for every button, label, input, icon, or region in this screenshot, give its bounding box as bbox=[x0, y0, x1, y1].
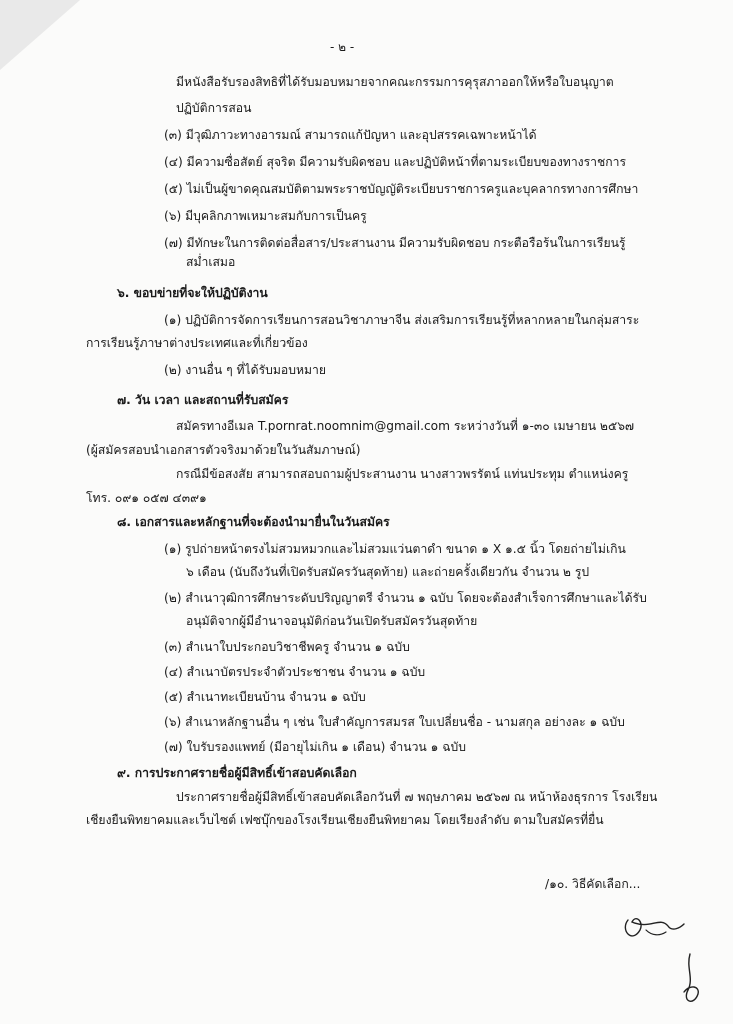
text-line: เชียงยืนพิทยาคมและเว็บไซต์ เฟซบุ๊กของโรงเรียนเชียงยืนพิทยาคม โดยเรียงลำดับ ตามใบสมัครที่ยื่น bbox=[86, 813, 604, 827]
text-line: สมัครทางอีเมล T.pornrat.noomnim@gmail.com ระหว่างวันที่ ๑-๓๐ เมษายน ๒๕๖๗ bbox=[176, 419, 635, 433]
text-line: การเรียนรู้ภาษาต่างประเทศและที่เกี่ยวข้อง bbox=[86, 336, 308, 350]
text-line: อนุมัติจากผู้มีอำนาจอนุมัติก่อนวันเปิดรับสมัครวันสุดท้าย bbox=[186, 614, 478, 628]
text-line: (๖) สำเนาหลักฐานอื่น ๆ เช่น ใบสำคัญการสมรส ใบเปลี่ยนชื่อ - นามสกุล อย่างละ ๑ ฉบับ bbox=[164, 715, 625, 729]
section-heading: ๙. การประกาศรายชื่อผู้มีสิทธิ์เข้าสอบคัดเลือก bbox=[117, 766, 357, 780]
section-heading: ๖. ขอบข่ายที่จะให้ปฏิบัติงาน bbox=[117, 286, 268, 300]
text-line: (๗) มีทักษะในการติดต่อสื่อสาร/ประสานงาน มีความรับผิดชอบ กระตือรือร้นในการเรียนรู้ bbox=[164, 236, 626, 250]
text-line: (ผู้สมัครสอบนำเอกสารตัวจริงมาด้วยในวันสัมภาษณ์) bbox=[86, 443, 361, 457]
text-line: (๑) ปฏิบัติการจัดการเรียนการสอนวิชาภาษาจีน ส่งเสริมการเรียนรู้ที่หลากหลายในกลุ่มสาระ bbox=[164, 313, 640, 327]
text-line: ๖ เดือน (นับถึงวันที่เปิดรับสมัครวันสุดท้าย) และถ่ายครั้งเดียวกัน จำนวน ๒ รูป bbox=[186, 565, 590, 579]
text-line: (๕) ไม่เป็นผู้ขาดคุณสมบัติตามพระราชบัญญัติระเบียบราชการครูและบุคลากรทางการศึกษา bbox=[164, 182, 639, 196]
text-line: กรณีมีข้อสงสัย สามารถสอบถามผู้ประสานงาน นางสาวพรรัตน์ แท่นประทุม ตำแหน่งครู bbox=[176, 467, 629, 481]
text-line: (๒) งานอื่น ๆ ที่ได้รับมอบหมาย bbox=[164, 363, 326, 377]
section-heading: ๗. วัน เวลา และสถานที่รับสมัคร bbox=[117, 393, 289, 407]
text-line: (๓) มีวุฒิภาวะทางอารมณ์ สามารถแก้ปัญหา และอุปสรรคเฉพาะหน้าได้ bbox=[164, 128, 537, 142]
scan-corner-fold bbox=[0, 0, 80, 70]
text-line: (๒) สำเนาวุฒิการศึกษาระดับปริญญาตรี จำนวน ๑ ฉบับ โดยจะต้องสำเร็จการศึกษาและได้รับ bbox=[164, 591, 647, 605]
text-line: ปฏิบัติการสอน bbox=[176, 101, 252, 115]
text-line: (๗) ใบรับรองแพทย์ (มีอายุไม่เกิน ๑ เดือน) จำนวน ๑ ฉบับ bbox=[164, 740, 466, 754]
initials-mark bbox=[670, 950, 710, 1010]
text-line: โทร. ๐๙๑ ๐๕๗ ๔๓๙๑ bbox=[86, 491, 207, 505]
text-line: (๓) สำเนาใบประกอบวิชาชีพครู จำนวน ๑ ฉบับ bbox=[164, 640, 410, 654]
continuation-note: /๑๐. วิธีคัดเลือก... bbox=[545, 877, 641, 891]
text-line: มีหนังสือรับรองสิทธิที่ได้รับมอบหมายจากคณะกรรมการคุรุสภาออกให้หรือใบอนุญาต bbox=[176, 75, 614, 89]
text-line: (๖) มีบุคลิกภาพเหมาะสมกับการเป็นครู bbox=[164, 209, 367, 223]
page-number: - ๒ - bbox=[330, 40, 355, 54]
text-line: สม่ำเสมอ bbox=[186, 255, 236, 269]
text-line: ประกาศรายชื่อผู้มีสิทธิ์เข้าสอบคัดเลือกวันที่ ๗ พฤษภาคม ๒๕๖๗ ณ หน้าห้องธุรการ โรงเรียน bbox=[176, 790, 658, 804]
text-line: (๔) สำเนาบัตรประจำตัวประชาชน จำนวน ๑ ฉบับ bbox=[164, 665, 426, 679]
section-heading: ๘. เอกสารและหลักฐานที่จะต้องนำมายื่นในวันสมัคร bbox=[117, 515, 390, 529]
text-line: (๕) สำเนาทะเบียนบ้าน จำนวน ๑ ฉบับ bbox=[164, 690, 366, 704]
signature-mark bbox=[610, 900, 690, 950]
text-line: (๑) รูปถ่ายหน้าตรงไม่สวมหมวกและไม่สวมแว่นตาดำ ขนาด ๑ X ๑.๕ นิ้ว โดยถ่ายไม่เกิน bbox=[164, 542, 626, 556]
text-line: (๔) มีความซื่อสัตย์ สุจริต มีความรับผิดชอบ และปฏิบัติหน้าที่ตามระเบียบของทางราชการ bbox=[164, 155, 627, 169]
